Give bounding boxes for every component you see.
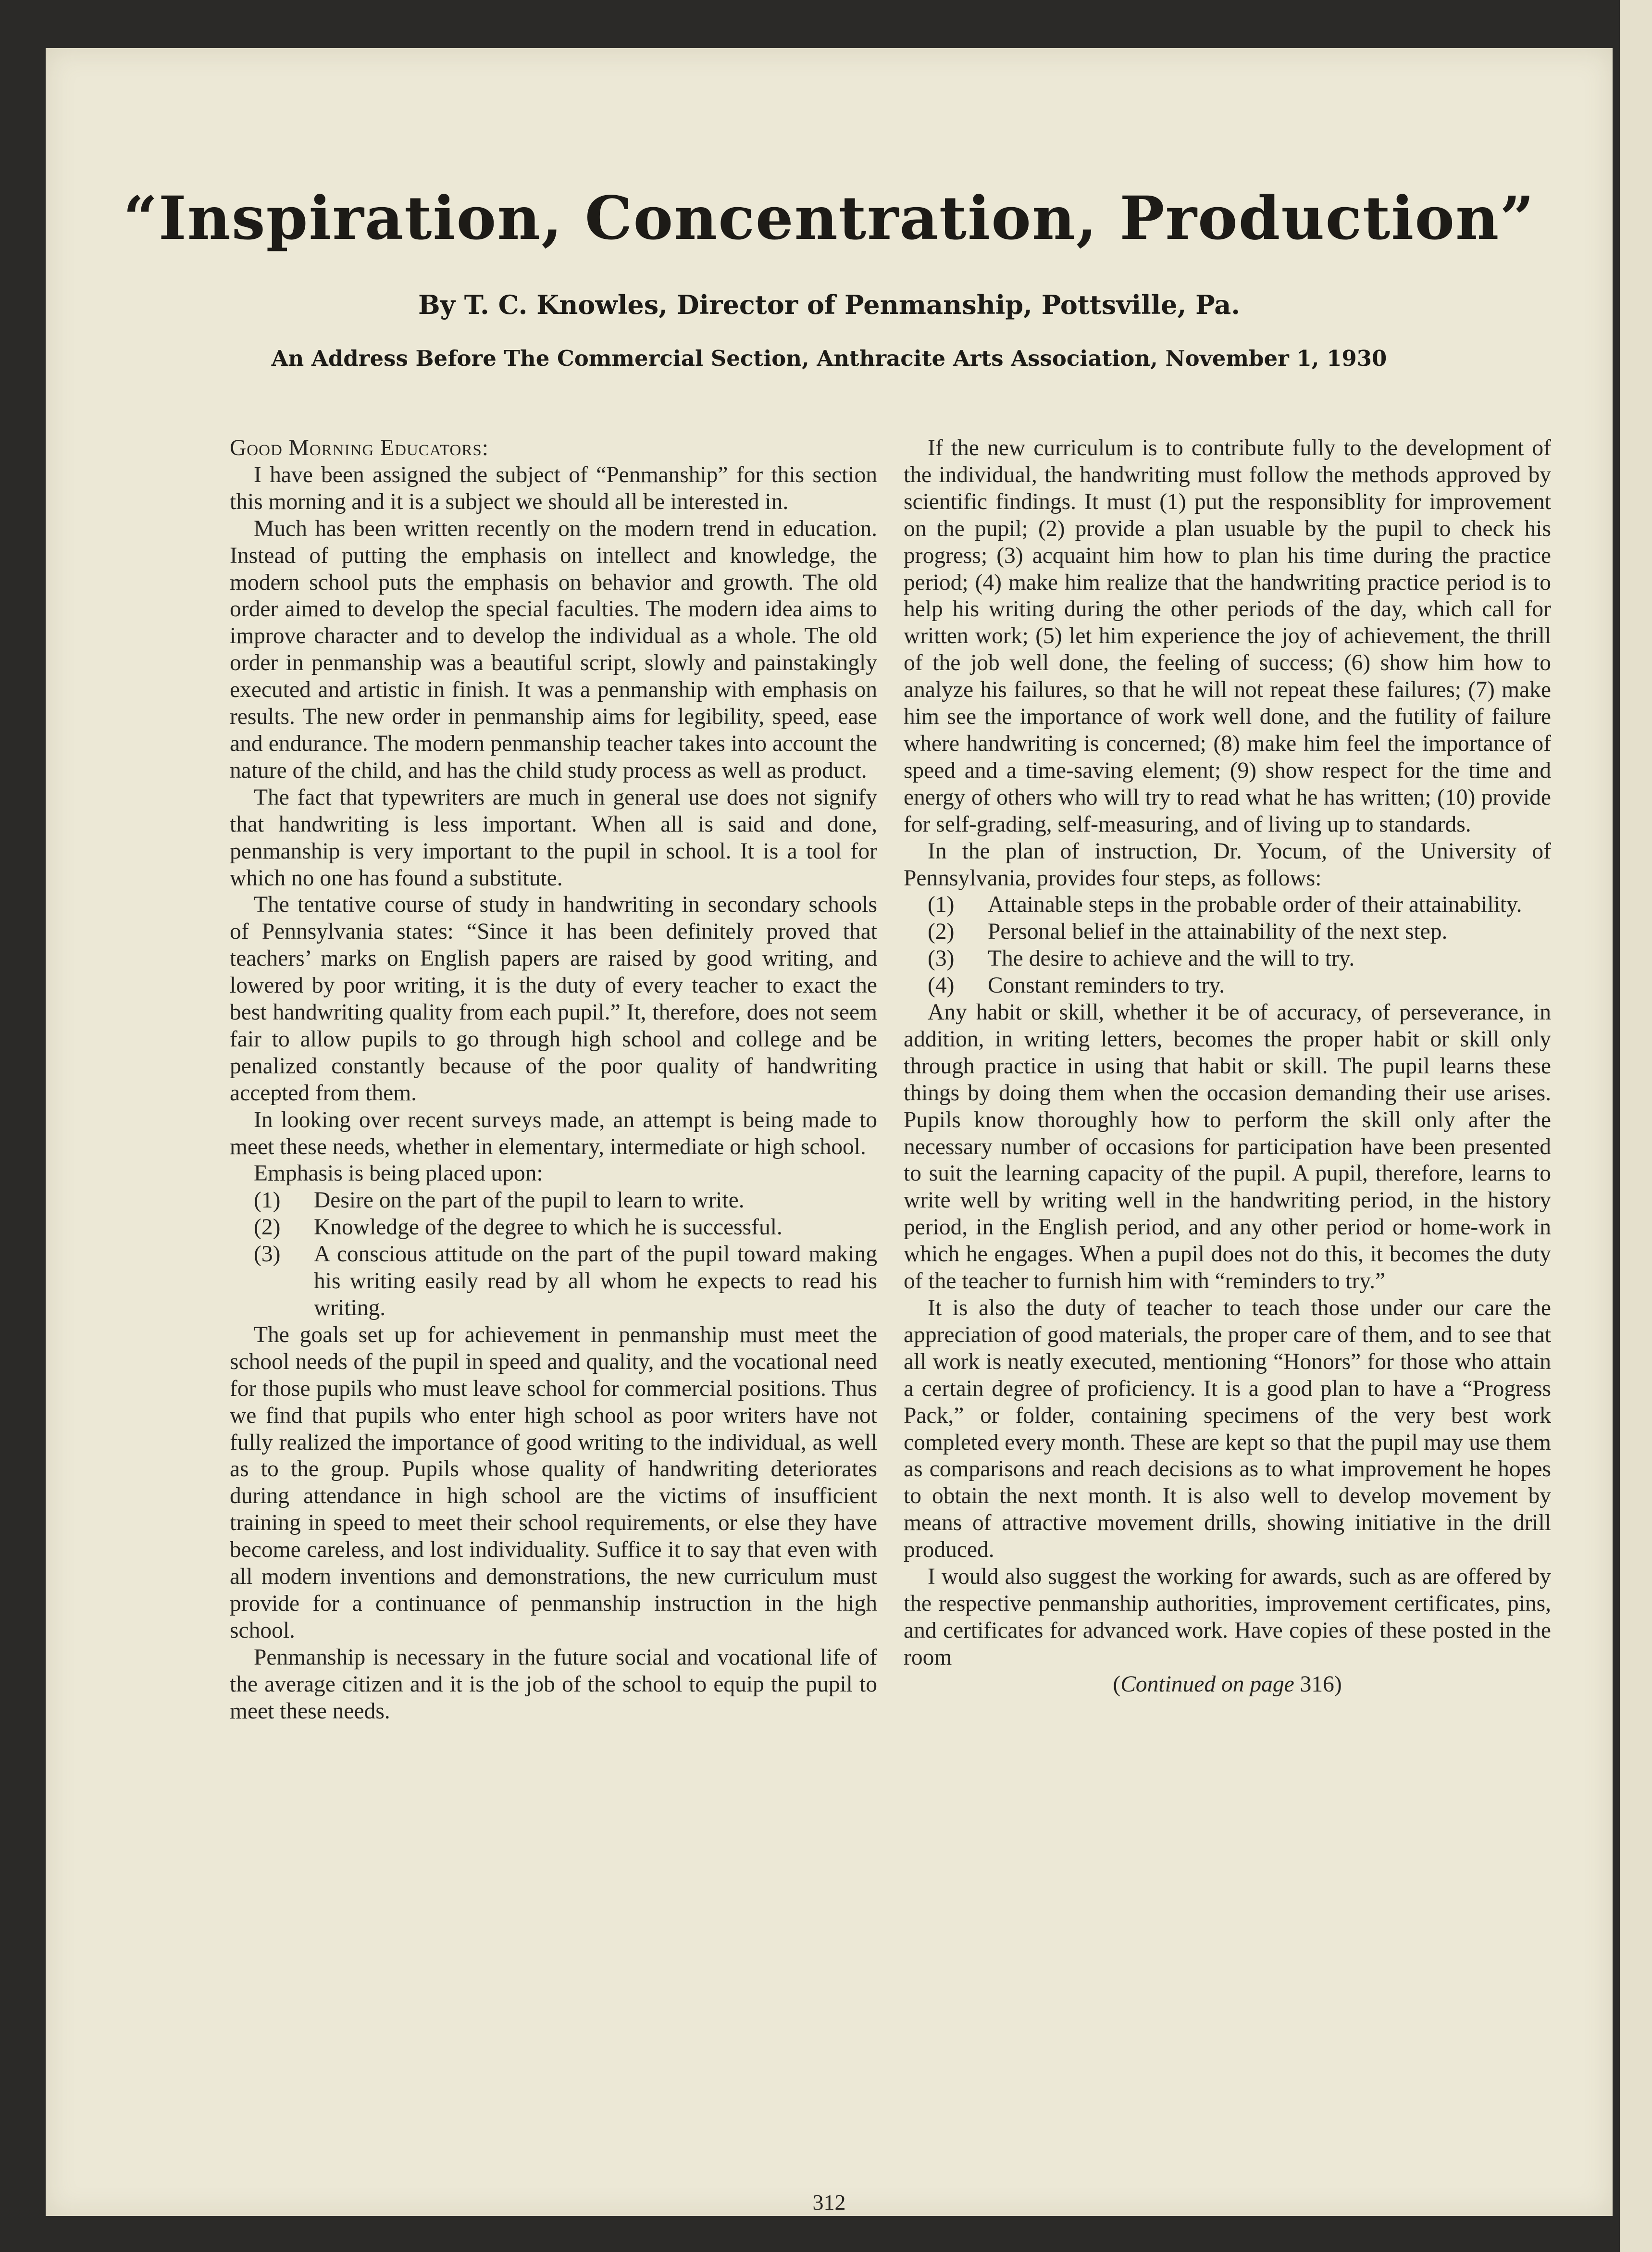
list-number: (3) <box>254 1242 281 1267</box>
paragraph: Emphasis is being placed upon: <box>254 1161 543 1186</box>
list-text: Personal belief in the attainability of the next step. <box>988 919 1448 945</box>
list-number: (4) <box>928 973 955 998</box>
continued-label: Continued on page <box>1120 1671 1294 1697</box>
list-text: Knowledge of the degree to which he is successful. <box>314 1215 783 1240</box>
left-column <box>230 435 877 1725</box>
right-column <box>904 435 1551 1698</box>
article-title: “Inspiration, Concentration, Production” <box>123 184 1535 253</box>
paragraph: In the plan of instruction, Dr. Yocum, of the University of Pennsylvania, provides four steps, as follows: <box>904 838 1551 891</box>
salutation: Good Morning Educators: <box>230 435 489 460</box>
continuation-note: (Continued on page 316) <box>1113 1671 1342 1697</box>
list-number: (1) <box>928 892 955 918</box>
paragraph: Much has been written recently on the modern trend in education. Instead of putting the emphasis on intellect and knowledge, the modern school puts the emphasis on behavior and growth. The old order aimed to develop the special faculties. The modern idea aims to improve character and to develop the individual as a whole. The old order in penmanship was a beautiful script, slowly and painstakingly executed and artistic in finish. It was a penmanship with emphasis on results. The new order in penmanship aims for legibility, speed, ease and endurance. The modern penmanship teacher takes into account the nature of the child, and has the child study process as well as product. <box>230 516 877 783</box>
list-text: Constant reminders to try. <box>988 973 1225 998</box>
article-header <box>46 183 1613 373</box>
list-number: (3) <box>928 946 955 971</box>
magazine-page <box>46 48 1613 2216</box>
continued-page-number: 316 <box>1300 1671 1334 1697</box>
page-number: 312 <box>812 2190 846 2215</box>
list-item <box>904 919 1551 946</box>
paragraph: Penmanship is necessary in the future social and vocational life of the average citizen and it is the job of the school to equip the pupil to meet these needs. <box>230 1644 877 1724</box>
paragraph: I have been assigned the subject of “Penmanship” for this section this morning and it is a subject we should all be interested in. <box>230 462 877 514</box>
list-text: The desire to achieve and the will to try. <box>988 946 1355 971</box>
list-text: Attainable steps in the probable order of their attainability. <box>988 892 1522 918</box>
paragraph: The goals set up for achievement in penmanship must meet the school needs of the pupil in speed and quality, and the vocational need for those pupils who must leave school for commercial positions. Thus we find that pupils who enter high school as poor writers have not fully realized the importance of good writing to the individual, as well as to the group. Pupils whose quality of handwriting deteriorates during attendance in high school are the victims of insufficient training in speed to meet their school requirements, or else they have become careless, and lost individuality. Suffice it to say that even with all modern inventions and demonstrations, the new curriculum must provide for a continuance of penmanship instruction in the high school. <box>230 1322 877 1643</box>
list-text: A conscious attitude on the part of the pupil toward making his writing easily read by all whom he expects to read his writing. <box>314 1242 877 1320</box>
list-item <box>904 946 1551 972</box>
list-number: (1) <box>254 1188 281 1213</box>
paragraph: In looking over recent surveys made, an attempt is being made to meet these needs, whether in elementary, intermediate or high school. <box>230 1107 877 1159</box>
paragraph: I would also suggest the working for awards, such as are offered by the respective penmanship authorities, improvement certificates, pins, and certificates for advanced work. Have copies of these posted in the room <box>904 1564 1551 1670</box>
list-text: Desire on the part of the pupil to learn to write. <box>314 1188 745 1213</box>
list-number: (2) <box>254 1215 281 1240</box>
paragraph: The tentative course of study in handwriting in secondary schools of Pennsylvania states: “Since it has been definitely proved that teachers’ marks on English papers are raised by good writing, and lowered by poor writing, it is the duty of every teacher to exact the best handwriting quality from each pupil.” It, therefore, does not seem fair to allow pupils to go through high school and college and be penalized constantly because of the poor quality of handwriting accepted from them. <box>230 892 877 1106</box>
article-occasion: An Address Before The Commercial Section, Anthracite Arts Association, November 1, 1930 <box>271 346 1387 371</box>
paragraph: If the new curriculum is to contribute fully to the development of the individual, the handwriting must follow the methods approved by scientific findings. It must (1) put the responsiblity for improvement on the pupil; (2) provide a plan usuable by the pupil to check his progress; (3) acquaint him how to plan his time during the practice period; (4) make him realize that the handwriting practice period is to help his writing during the other periods of the day, which call for written work; (5) let him experience the joy of achievement, the thrill of the job well done, the feeling of success; (6) show him how to analyze his failures, so that he will not repeat these failures; (7) make him see the importance of work well done, and the futility of failure where handwriting is concerned; (8) make him feel the importance of speed and a time-saving element; (9) show respect for the time and energy of others who will try to read what he has written; (10) provide for self-grading, self-measuring, and of living up to standards. <box>904 435 1551 837</box>
list-item <box>230 1241 877 1322</box>
paragraph: It is also the duty of teacher to teach those under our care the appreciation of good materials, the proper care of them, and to see that all work is neatly executed, mentioning “Honors” for those who attain a certain degree of proficiency. It is a good plan to have a “Progress Pack,” or folder, containing specimens of the very best work completed every month. These are kept so that the pupil may use them as comparisons and reach decisions as to what improvement he hopes to obtain the next month. It is also well to develop movement by means of attractive movement drills, showing initiative in the drill produced. <box>904 1295 1551 1563</box>
paragraph: The fact that typewriters are much in general use does not signify that handwriting is less important. When all is said and done, penmanship is very important to the pupil in school. It is a tool for which no one has found a substitute. <box>230 784 877 891</box>
list-item <box>230 1214 877 1241</box>
paragraph: Any habit or skill, whether it be of accuracy, of perseverance, in addition, in writing letters, becomes the proper habit or skill only through practice in using that habit or skill. The pupil learns these things by doing them when the occasion demanding their use arises. Pupils know thoroughly how to perform the skill only after the necessary number of occasions for participation have been presented to suit the learning capacity of the pupil. A pupil, therefore, learns to write well by writing well in the handwriting period, in the history period, in the English period, and any other period or home-work in which he engages. When a pupil does not do this, it becomes the duty of the teacher to furnish him with “reminders to try.” <box>904 1000 1551 1294</box>
article-byline: By T. C. Knowles, Director of Penmanship, Pottsville, Pa. <box>418 289 1241 320</box>
adjacent-page-edge <box>1620 0 1652 2252</box>
list-number: (2) <box>928 919 955 945</box>
list-item <box>904 892 1551 919</box>
list-item <box>230 1187 877 1214</box>
list-item <box>904 972 1551 999</box>
